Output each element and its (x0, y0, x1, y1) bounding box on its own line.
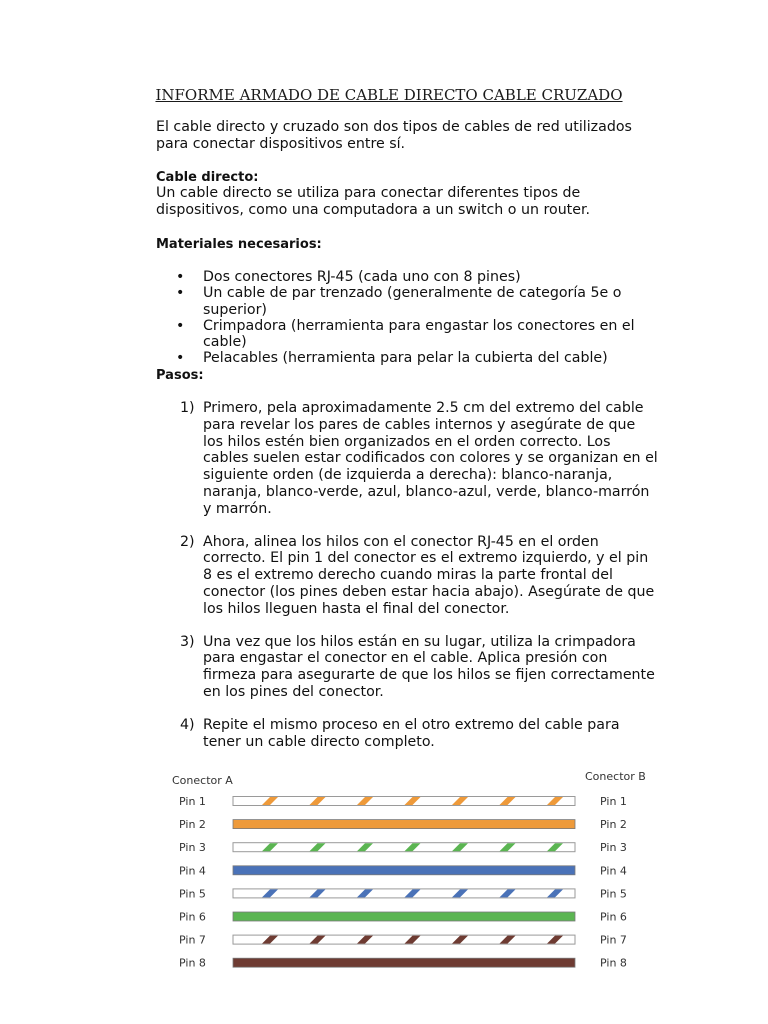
bullet-icon: • (176, 269, 185, 285)
step-item: 4) Repite el mismo proceso en el otro extremo del cable para tener un cable directo completo. (180, 716, 620, 750)
wire-row (179, 957, 627, 970)
pin-label-right: Pin 6 (600, 910, 627, 924)
bullet-icon: • (176, 317, 185, 334)
step-item: 2) Ahora, alinea los hilos con el conector RJ-45 en el orden correcto. El pin 1 del conector es el extremo izquierdo, y el pin 8 es el extremo derecho cuando miras la parte frontal del conector (los pines deben estar hacia abajo). Asegúrate de que los hilos lleguen hasta el final del conector. (180, 533, 655, 617)
pin-label-left: Pin 7 (179, 933, 206, 947)
pin-label-left: Pin 2 (179, 818, 206, 832)
cable-directo-heading: Cable directo: (156, 170, 259, 185)
wire-row (179, 887, 627, 900)
intro-paragraph: El cable directo y cruzado son dos tipos de cables de red utilizados para conectar dispositivos entre sí. (156, 119, 632, 152)
wire-solid (233, 958, 575, 967)
wire-striped (233, 843, 575, 852)
pin-label-right: Pin 1 (600, 795, 627, 808)
pin-label-right: Pin 7 (600, 933, 627, 947)
pin-label-right: Pin 3 (600, 841, 627, 855)
steps-heading: Pasos: (156, 368, 204, 383)
wire-row (179, 911, 627, 924)
wire-solid (233, 866, 575, 875)
wire-row (179, 864, 627, 877)
wire-striped (233, 935, 575, 944)
wire-row (179, 841, 627, 854)
cable-directo-paragraph: Un cable directo se utiliza para conectar diferentes tipos de dispositivos, como una computadora a un switch o un router. (156, 185, 591, 218)
pin-label-right: Pin 4 (600, 864, 627, 878)
bullet-icon: • (176, 350, 185, 367)
wire-row (179, 818, 627, 831)
bullet-icon: • (176, 285, 185, 302)
pin-label-left: Pin 1 (179, 795, 206, 808)
materials-heading: Materiales necesarios: (156, 237, 322, 252)
page-title: INFORME ARMADO DE CABLE DIRECTO CABLE CRUZADO (155, 86, 623, 104)
pin-label-right: Pin 8 (600, 956, 627, 970)
wire-solid (233, 912, 575, 921)
list-item: • Un cable de par trenzado (generalmente de categoría 5e o superior) (176, 285, 622, 318)
list-item: • Crimpadora (herramienta para engastar los conectores en el cable) (176, 317, 635, 351)
connector-b-label: Conector B (585, 770, 646, 783)
list-item: • Pelacables (herramienta para pelar la cubierta del cable) (176, 350, 608, 367)
pin-label-left: Pin 3 (179, 841, 206, 855)
wire-striped (233, 797, 575, 806)
wire-row (179, 795, 627, 808)
pin-label-left: Pin 6 (179, 910, 206, 924)
connector-a-label: Conector A (172, 774, 233, 787)
step-item: 3) Una vez que los hilos están en su lugar, utiliza la crimpadora para engastar el conector en el cable. Aplica presión con firmeza para asegurarte de que los hilos se fijen correctamente en los pines del conector. (180, 633, 655, 700)
pin-label-left: Pin 4 (179, 864, 206, 878)
list-item: • Dos conectores RJ-45 (cada uno con 8 pines) (176, 269, 521, 285)
wire-striped (233, 889, 575, 898)
pin-label-right: Pin 2 (600, 818, 627, 832)
pin-label-right: Pin 5 (600, 887, 627, 901)
step-item: 1) Primero, pela aproximadamente 2.5 cm del extremo del cable para revelar los pares de cables internos y asegúrate de que los hilos estén bien organizados en el orden correcto. Los cables suelen estar codificados con colores y se organizan en el siguiente orden (de izquierda a derecha): blanco-naranja, naranja, blanco-verde, azul, blanco-azul, verde, blanco-marrón y marrón. (180, 400, 658, 517)
wires-group (179, 795, 627, 970)
pin-label-left: Pin 5 (179, 887, 206, 901)
wire-row (179, 934, 627, 947)
pin-label-left: Pin 8 (179, 956, 206, 970)
wire-solid (233, 820, 575, 829)
